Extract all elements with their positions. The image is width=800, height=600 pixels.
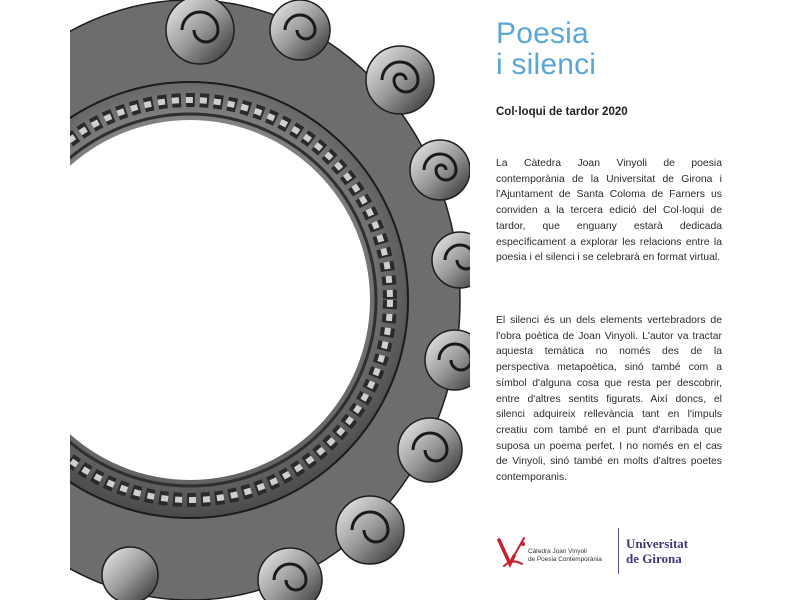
udg-logo (626, 536, 688, 566)
udg-line-1: Universitat (626, 536, 689, 551)
catedra-logo-text (528, 548, 602, 564)
sponsor-logos (496, 528, 746, 578)
catedra-line-2: de Poesia Contemporània (528, 556, 602, 563)
paragraph-theme: El silenci és un dels elements vertebradors de l'obra poètica de Joan Vinyoli. L'autor va tractar aquesta temàtica no només des de la perspectiva metapoètica, sinó també com a símbol d'alguna cosa que resta per descobrir, entre d'altres sentits figurats. Així doncs, el silenci adquireix rellevància tant en l'impuls creatiu com també en el punt d'arribada que suposa un poema perfet. I no només en el cas de Vinyoli, sinó també en molts d'altres poetes contemporanis. (496, 315, 722, 484)
ornate-frame-illustration (70, 0, 470, 600)
paragraph-intro: La Càtedra Joan Vinyoli de poesia contemporània de la Universitat de Girona i l'Ajuntament de Santa Coloma de Farners us conviden a la tercera edició del Col·loqui de tardor, que enguany estarà dedicada específicament a explorar les relacions entre la poesia i el silenci i se celebrarà en format virtual. (496, 158, 722, 264)
page-title (496, 18, 596, 80)
title-line-2: i silenci (496, 48, 597, 81)
udg-line-2: de Girona (626, 551, 682, 566)
catedra-line-1: Càtedra Joan Vinyoli (528, 548, 587, 555)
logo-divider (618, 528, 619, 574)
title-line-1: Poesia (496, 17, 589, 50)
ornate-frame-image (70, 0, 470, 600)
catedra-logo (496, 536, 616, 572)
text-column (496, 0, 796, 600)
event-subtitle: Col·loqui de tardor 2020 (496, 106, 628, 118)
catedra-mark-icon (496, 536, 528, 572)
